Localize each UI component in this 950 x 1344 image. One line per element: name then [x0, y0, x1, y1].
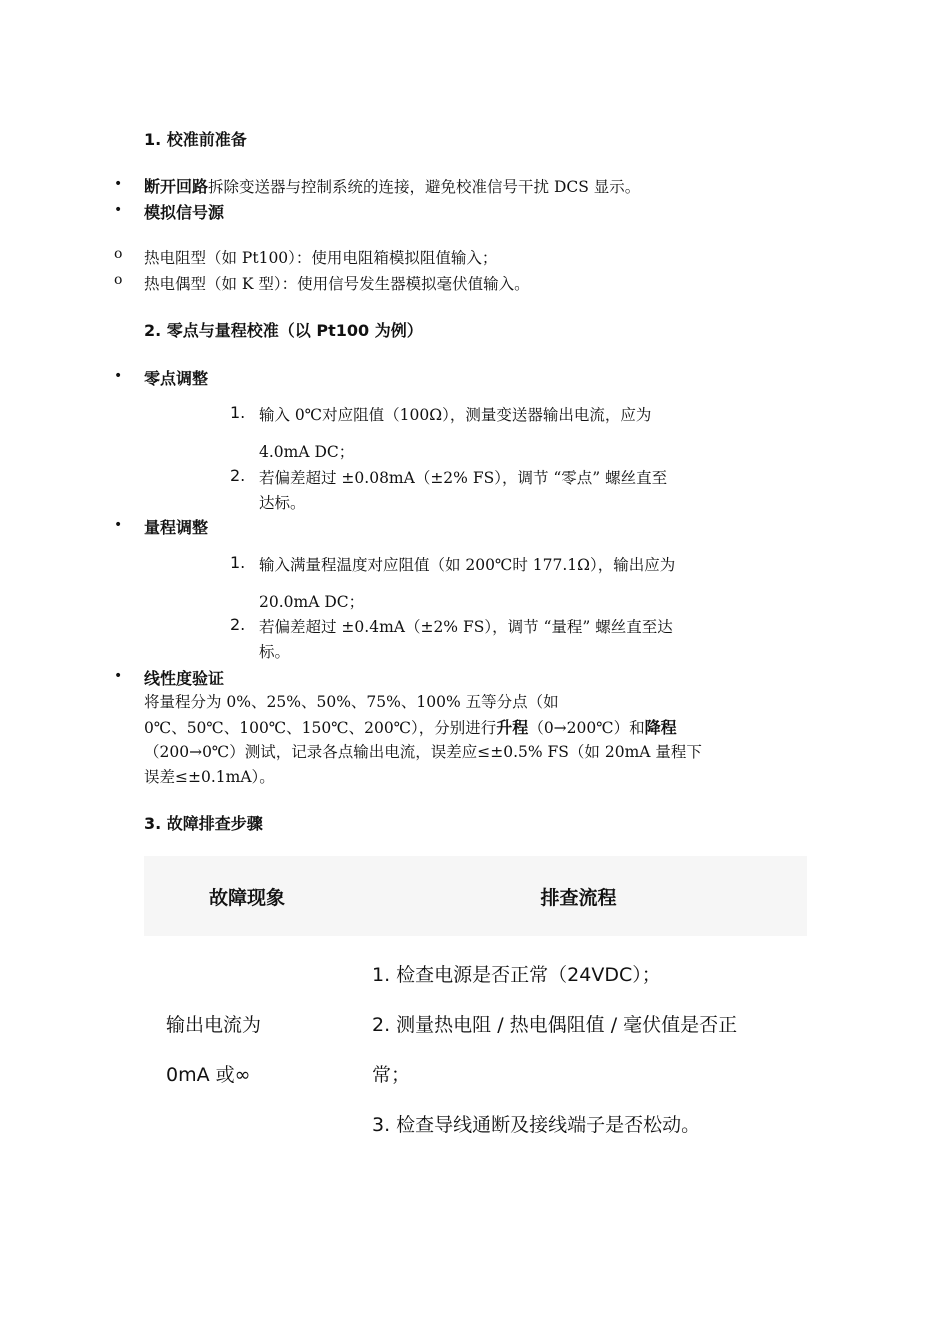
list-item [144, 174, 640, 197]
section1-title: 1. 校准前准备 [144, 130, 247, 149]
linear-line2 [144, 715, 677, 738]
sub-marker: o [114, 272, 123, 288]
table-row [144, 936, 807, 1164]
linear-line3: （200→0℃）测试，记录各点输出电流，误差应≤±0.5% FS（如 20mA 量程下 [144, 743, 702, 761]
linear-label: 线性度验证 [144, 669, 225, 688]
bullet-marker: • [114, 368, 123, 384]
zero-step2-line2: 达标。 [259, 494, 306, 512]
span-label: 量程调整 [144, 518, 209, 537]
bullet-marker: • [114, 176, 123, 192]
procedure-step3: 3. 检查导线通断及接线端子是否松动。 [372, 1114, 701, 1136]
procedure-step1: 1. 检查电源是否正常（24VDC）； [372, 964, 661, 986]
table-header-row [144, 856, 807, 936]
sub-item-rtd: 热电阻型（如 Pt100）：使用电阻箱模拟阻值输入； [144, 249, 498, 267]
zero-step1-line1: 输入 0℃对应阻值（100Ω），测量变送器输出电流，应为 [259, 406, 652, 424]
linear-text: （0→200℃）和 [528, 719, 645, 737]
step-number: 2. [230, 466, 246, 485]
bullet-marker: • [114, 517, 123, 533]
sub-item-tc: 热电偶型（如 K 型）：使用信号发生器模拟毫伏值输入。 [144, 275, 530, 293]
sub-marker: o [114, 246, 123, 262]
bullet1-text: 拆除变送器与控制系统的连接，避免校准信号干扰 DCS 显示。 [208, 178, 641, 196]
step-number: 2. [230, 615, 246, 634]
header-procedure: 排查流程 [350, 856, 807, 936]
bullet1-label: 断开回路 [144, 177, 209, 196]
span-step2-line1: 若偏差超过 ±0.4mA（±2% FS），调节 “量程” 螺丝直至达 [259, 618, 673, 636]
bullet-marker: • [114, 668, 123, 684]
section3-title: 3. 故障排查步骤 [144, 814, 263, 833]
step-number: 1. [230, 553, 246, 572]
bullet2-label: 模拟信号源 [144, 203, 225, 222]
span-step1-line1: 输入满量程温度对应阻值（如 200℃时 177.1Ω），输出应为 [259, 556, 676, 574]
procedure-step2-line1: 2. 测量热电阻 / 热电偶阻值 / 毫伏值是否正 [372, 1014, 738, 1036]
fault-table [144, 856, 807, 1164]
step-number: 1. [230, 403, 246, 422]
span-step1-line2: 20.0mA DC； [259, 593, 365, 611]
span-step2-line2: 标。 [259, 643, 291, 661]
linear-up-label: 升程 [496, 718, 529, 737]
symptom-cell [144, 936, 350, 1164]
zero-step2-line1: 若偏差超过 ±0.08mA（±2% FS），调节 “零点” 螺丝直至 [259, 469, 668, 487]
linear-down-label: 降程 [644, 718, 677, 737]
linear-line4: 误差≤±0.1mA）。 [144, 768, 275, 786]
procedure-step2-line2: 常； [372, 1064, 411, 1086]
bullet-marker: • [114, 202, 123, 218]
section2-title: 2. 零点与量程校准（以 Pt100 为例） [144, 321, 423, 340]
symptom-line1: 输出电流为 [166, 1014, 262, 1036]
symptom-line2: 0mA 或∞ [166, 1064, 251, 1086]
linear-line1: 将量程分为 0%、25%、50%、75%、100% 五等分点（如 [144, 693, 559, 711]
header-symptom: 故障现象 [144, 856, 350, 936]
procedure-cell [350, 936, 807, 1164]
zero-label: 零点调整 [144, 369, 209, 388]
linear-text: 0℃、50℃、100℃、150℃、200℃），分别进行 [144, 719, 497, 737]
zero-step1-line2: 4.0mA DC； [259, 443, 355, 461]
